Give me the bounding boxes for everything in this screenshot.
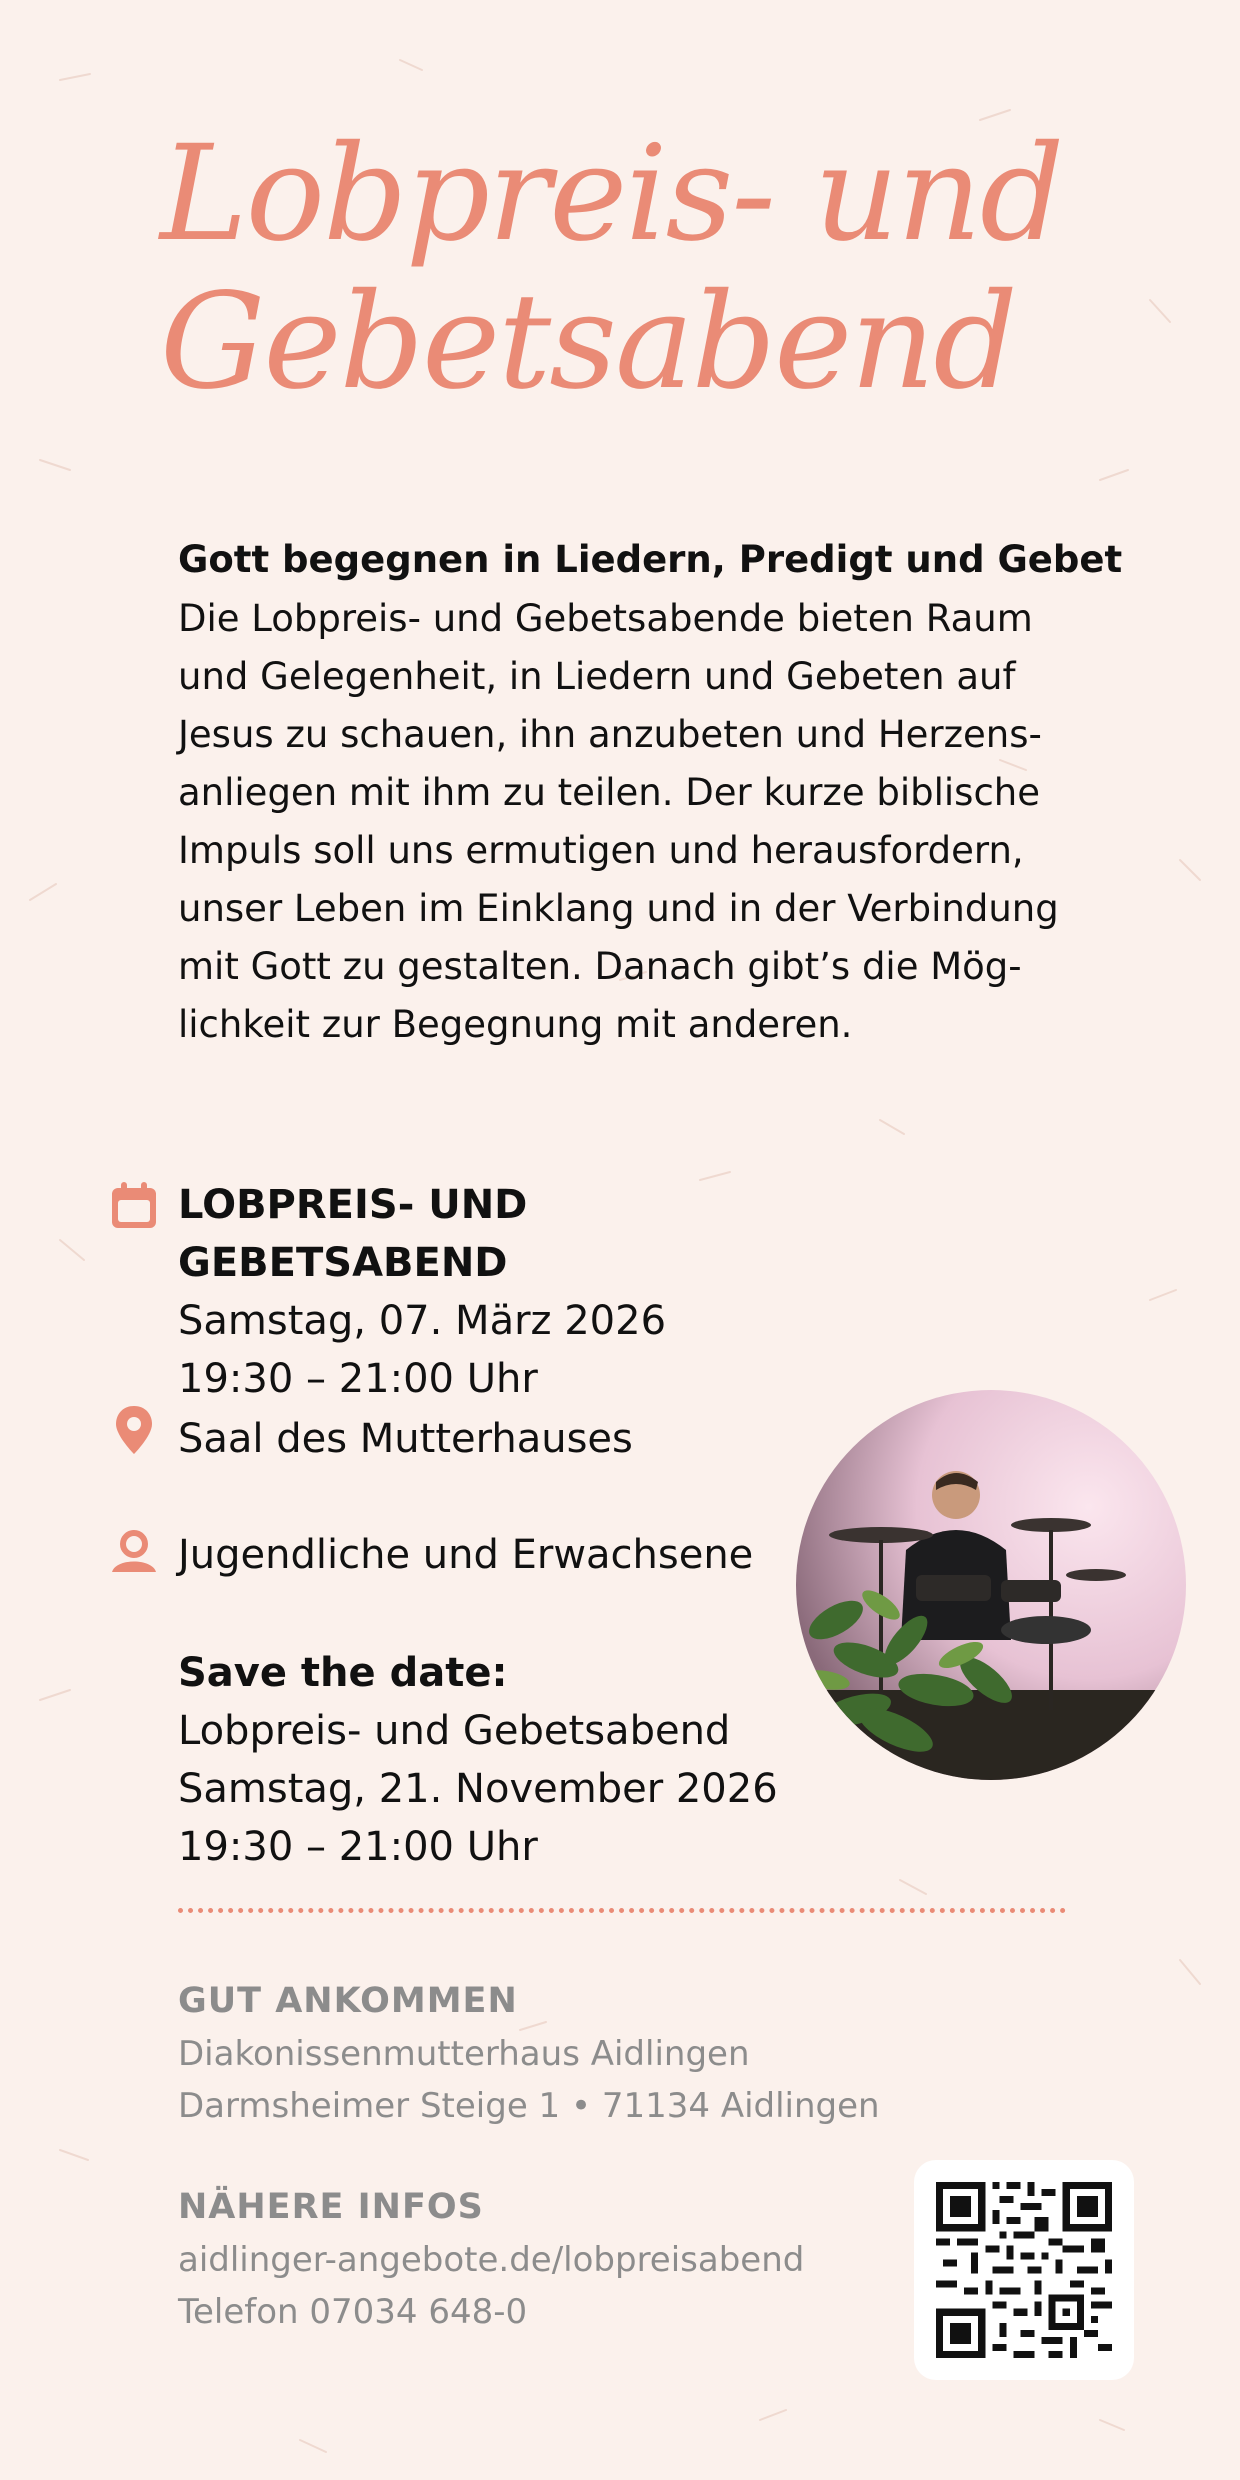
arrival-heading: GUT ANKOMMEN — [178, 1981, 518, 2021]
drummer-photo — [796, 1390, 1186, 1780]
qr-code[interactable] — [914, 2160, 1134, 2380]
event-time: 19:30 – 21:00 Uhr — [178, 1356, 538, 1402]
intro-line: Jesus zu schauen, ihn anzubeten und Herzens- — [178, 713, 1042, 756]
intro-line: mit Gott zu gestalten. Danach gibt’s die Mög- — [178, 945, 1022, 988]
arrival-line-1: Diakonissenmutterhaus Aidlingen — [178, 2034, 750, 2074]
person-icon — [108, 1526, 160, 1578]
more-info-heading: NÄHERE INFOS — [178, 2187, 484, 2227]
page-title — [160, 117, 1063, 419]
more-info-url[interactable]: aidlinger-angebote.de/lobpreisabend — [178, 2240, 805, 2280]
intro-line: anliegen mit ihm zu teilen. Der kurze biblische — [178, 771, 1041, 814]
intro-line: lichkeit zur Begegnung mit anderen. — [178, 1003, 853, 1046]
event-location: Saal des Mutterhauses — [178, 1416, 633, 1462]
event-name: LOBPREIS- UND GEBETSABEND — [178, 1182, 528, 1286]
section-divider — [178, 1908, 1066, 1913]
event-date: Samstag, 07. März 2026 — [178, 1298, 667, 1344]
calendar-icon — [108, 1180, 160, 1232]
save-the-date-time: 19:30 – 21:00 Uhr — [178, 1824, 538, 1870]
event-audience: Jugendliche und Erwachsene — [178, 1532, 754, 1578]
arrival-section — [178, 1974, 880, 2132]
location-pin-icon — [108, 1404, 160, 1456]
title-line-2: Gebetsabend — [160, 265, 1016, 419]
intro-body — [178, 590, 1138, 1054]
intro-line: und Gelegenheit, in Liedern und Gebeten auf — [178, 655, 1016, 698]
save-the-date — [178, 1644, 818, 1876]
arrival-line-2: Darmsheimer Steige 1 • 71134 Aidlingen — [178, 2086, 880, 2126]
intro-section — [178, 530, 1138, 1054]
intro-line: Die Lobpreis- und Gebetsabende bieten Raum — [178, 597, 1033, 640]
intro-line: Impuls soll uns ermutigen und herausfordern, — [178, 829, 1024, 872]
save-the-date-name: Lobpreis- und Gebetsabend — [178, 1708, 731, 1754]
save-the-date-date: Samstag, 21. November 2026 — [178, 1766, 778, 1812]
intro-lead: Gott begegnen in Liedern, Predigt und Gebet — [178, 538, 1123, 581]
more-info-section — [178, 2180, 804, 2338]
intro-line: unser Leben im Einklang und in der Verbindung — [178, 887, 1059, 930]
event-details — [178, 1176, 818, 1408]
title-line-1: Lobpreis- und — [160, 117, 1063, 271]
save-the-date-label: Save the date: — [178, 1650, 508, 1696]
more-info-phone: Telefon 07034 648-0 — [178, 2292, 528, 2332]
